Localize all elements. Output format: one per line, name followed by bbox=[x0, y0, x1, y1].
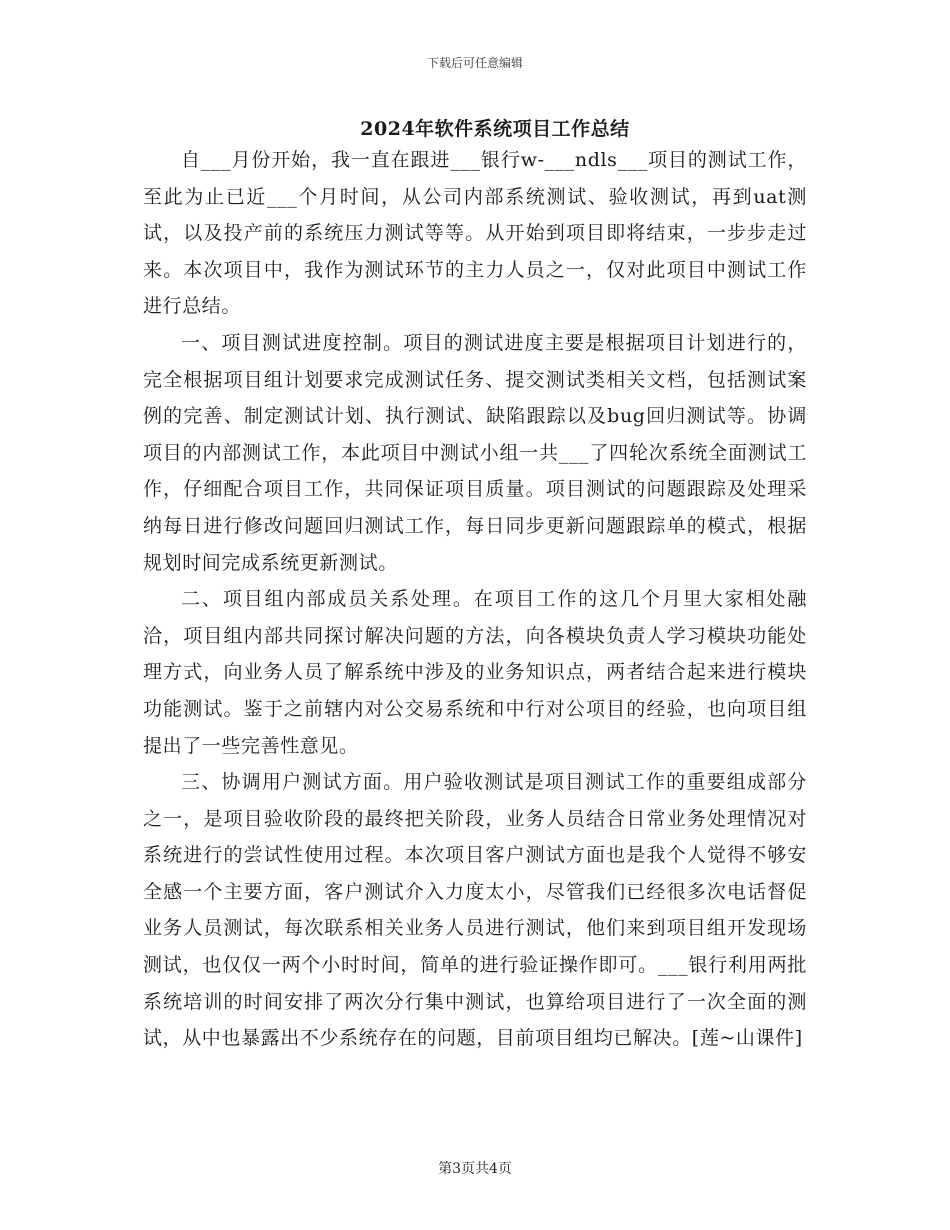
paragraph-progress-control: 一、项目测试进度控制。项目的测试进度主要是根据项目计划进行的，完全根据项目组计划要求完成测试任务、提交测试类相关文档，包括测试案例的完善、制定测试计划、执行测试、缺陷跟踪以及bug回归测试等。协调项目的内部测试工作，本此项目中测试小组一共___了四轮次系统全面测试工作，仔细配合项目工作，共同保证项目质量。项目测试的问题跟踪及处理采纳每日进行修改问题回归测试工作，每日同步更新问题跟踪单的模式，根据规划时间完成系统更新测试。 bbox=[143, 331, 807, 574]
document-body bbox=[143, 142, 807, 1057]
paragraph-intro: 自___月份开始，我一直在跟进___银行w-___ndls___项目的测试工作，至此为止已近___个月时间，从公司内部系统测试、验收测试，再到uat测试，以及投产前的系统压力测试等等。从开始到项目即将结束，一步步走过来。本次项目中，我作为测试环节的主力人员之一，仅对此项目中测试工作进行总结。 bbox=[143, 149, 807, 318]
paragraph-user-testing: 三、协调用户测试方面。用户验收测试是项目测试工作的重要组成部分之一，是项目验收阶段的最终把关阶段，业务人员结合日常业务处理情况对系统进行的尝试性使用过程。本次项目客户测试方面也是我个人觉得不够安全感一个主要方面，客户测试介入力度太小，尽管我们已经很多次电话督促业务人员测试，每次联系相关业务人员进行测试，他们来到项目组开发现场测试，也仅仅一两个小时时间，简单的进行验证操作即可。___银行利用两批系统培训的时间安排了两次分行集中测试，也算给项目进行了一次全面的测试，从中也暴露出不少系统存在的问题，目前项目组均已解决。[莲~山课件] bbox=[143, 771, 807, 1050]
page-header-note: 下载后可任意编辑 bbox=[426, 56, 523, 70]
page-number: 第3页共4页 bbox=[438, 1161, 512, 1177]
document-title: 2024年软件系统项目工作总结 bbox=[360, 118, 630, 140]
paragraph-team-relations: 二、项目组内部成员关系处理。在项目工作的这几个月里大家相处融洽，项目组内部共同探讨解决问题的方法，向各模块负责人学习模块功能处理方式，向业务人员了解系统中涉及的业务知识点，两者结合起来进行模块功能测试。鉴于之前辖内对公交易系统和中行对公项目的经验，也向项目组提出了一些完善性意见。 bbox=[143, 588, 807, 757]
